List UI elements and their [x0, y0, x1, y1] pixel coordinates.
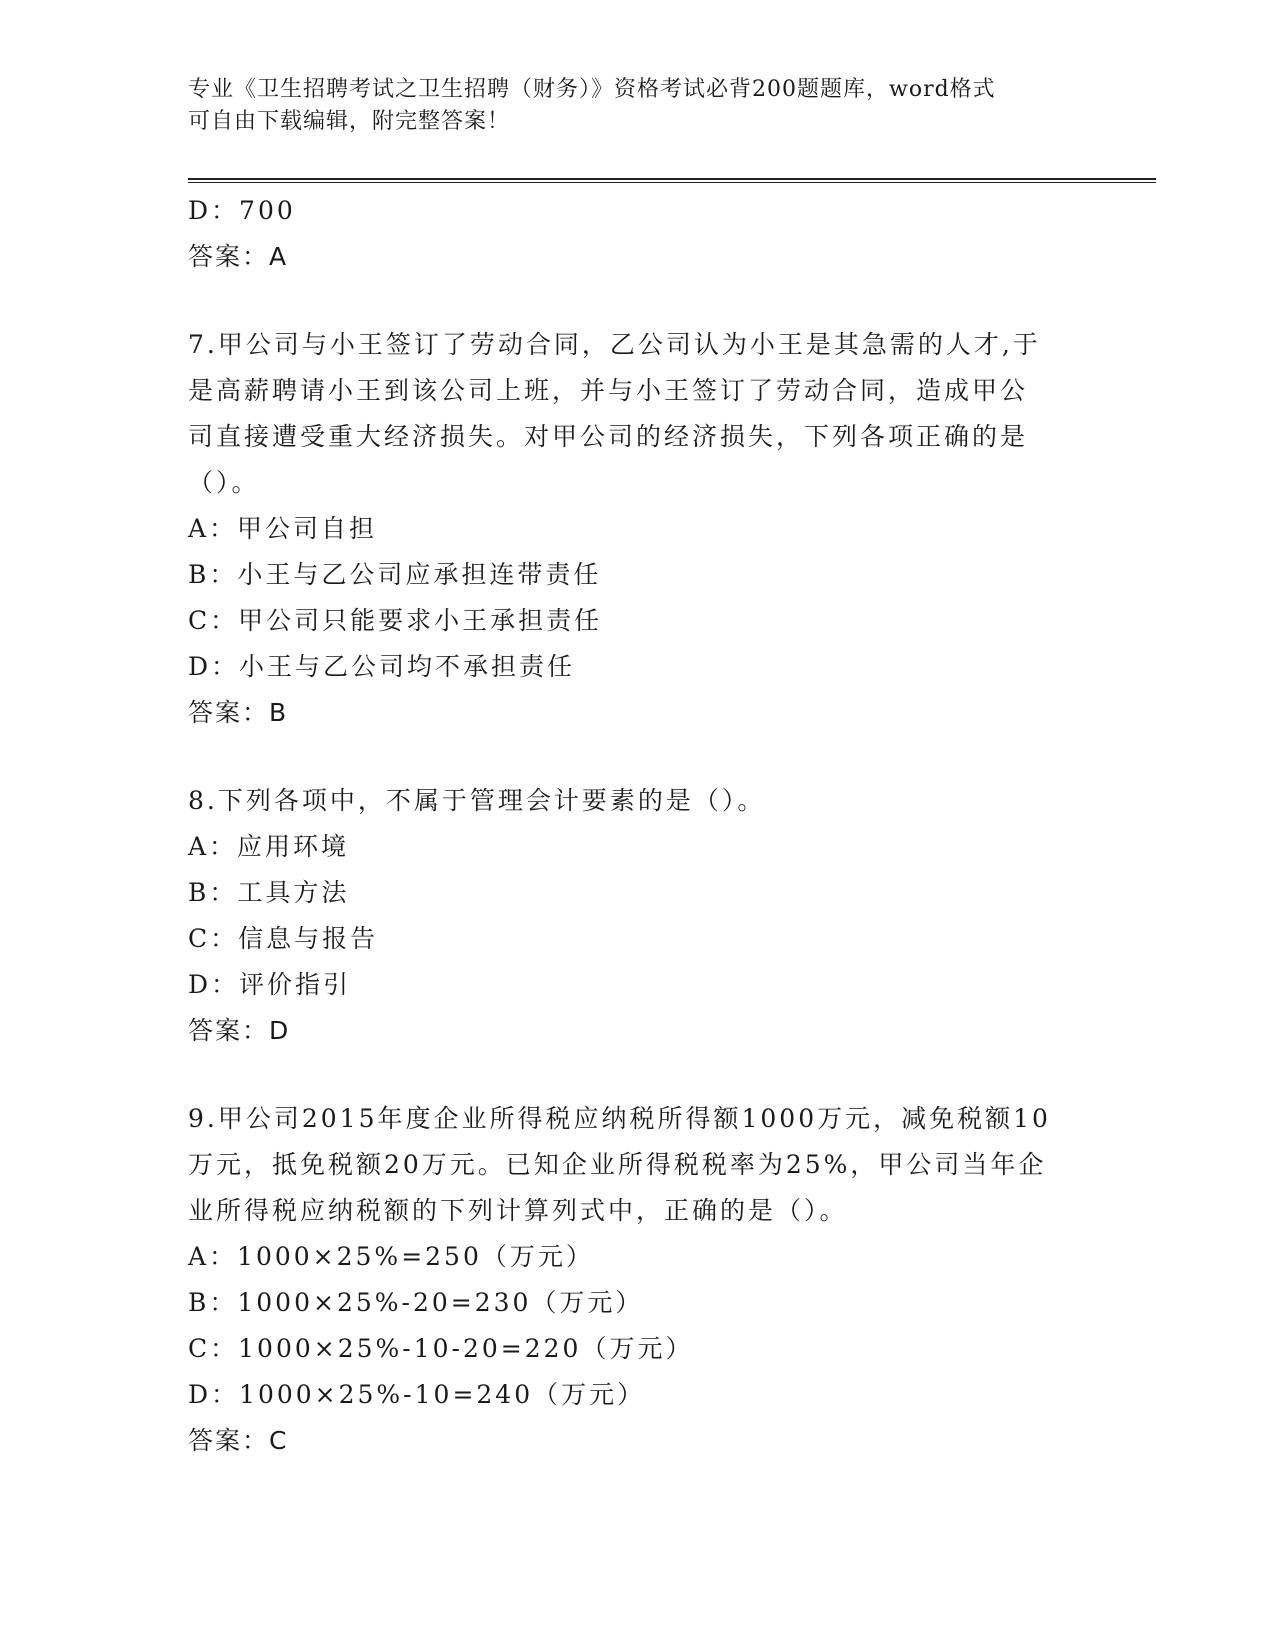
previous-question-tail: [188, 188, 1088, 280]
question-8: [188, 778, 1088, 1054]
spacer: [188, 736, 1088, 778]
question-text-line: （）。: [188, 468, 260, 497]
question-text-line: 万元，抵免税额20万元。已知企业所得税税率为25%，甲公司当年企: [188, 1150, 1047, 1179]
option-d: D：小王与乙公司均不承担责任: [188, 652, 576, 681]
option-d: D：700: [188, 196, 296, 225]
document-header: [188, 74, 1068, 138]
answer-line: 答案：B: [188, 698, 289, 727]
header-title-line-2: 可自由下载编辑，附完整答案！: [188, 109, 511, 134]
answer-line: 答案：A: [188, 242, 289, 271]
spacer: [188, 1054, 1088, 1096]
option-a: A：1000×25%=250（万元）: [188, 1242, 594, 1271]
option-c: C：1000×25%-10-20=220（万元）: [188, 1334, 694, 1363]
question-content: [188, 188, 1088, 1464]
option-d: D：评价指引: [188, 970, 352, 999]
header-divider: [188, 178, 1156, 183]
answer-line: 答案：D: [188, 1016, 291, 1045]
option-c: C：信息与报告: [188, 924, 379, 953]
option-b: B：1000×25%-20=230（万元）: [188, 1288, 644, 1317]
question-text-line: 9.甲公司2015年度企业所得税应纳税所得额1000万元，减免税额10: [188, 1104, 1051, 1133]
spacer: [188, 280, 1088, 322]
question-text-line: 是高薪聘请小王到该公司上班，并与小王签订了劳动合同，造成甲公: [188, 376, 1029, 405]
option-a: A：甲公司自担: [188, 514, 378, 543]
option-b: B：工具方法: [188, 878, 350, 907]
option-d: D：1000×25%-10=240（万元）: [188, 1380, 646, 1409]
option-b: B：小王与乙公司应承担连带责任: [188, 560, 602, 589]
question-text-line: 7.甲公司与小王签订了劳动合同，乙公司认为小王是其急需的人才,于: [188, 330, 1041, 359]
option-a: A：应用环境: [188, 832, 350, 861]
question-9: [188, 1096, 1088, 1464]
header-title-line-1: 专业《卫生招聘考试之卫生招聘（财务）》资格考试必背200题题库，word格式: [188, 77, 996, 102]
question-text-line: 司直接遭受重大经济损失。对甲公司的经济损失，下列各项正确的是: [188, 422, 1029, 451]
answer-line: 答案：C: [188, 1426, 289, 1455]
question-7: [188, 322, 1088, 736]
question-text-line: 8.下列各项中，不属于管理会计要素的是（）。: [188, 786, 766, 815]
question-text-line: 业所得税应纳税额的下列计算列式中，正确的是（）。: [188, 1196, 848, 1225]
option-c: C：甲公司只能要求小王承担责任: [188, 606, 603, 635]
